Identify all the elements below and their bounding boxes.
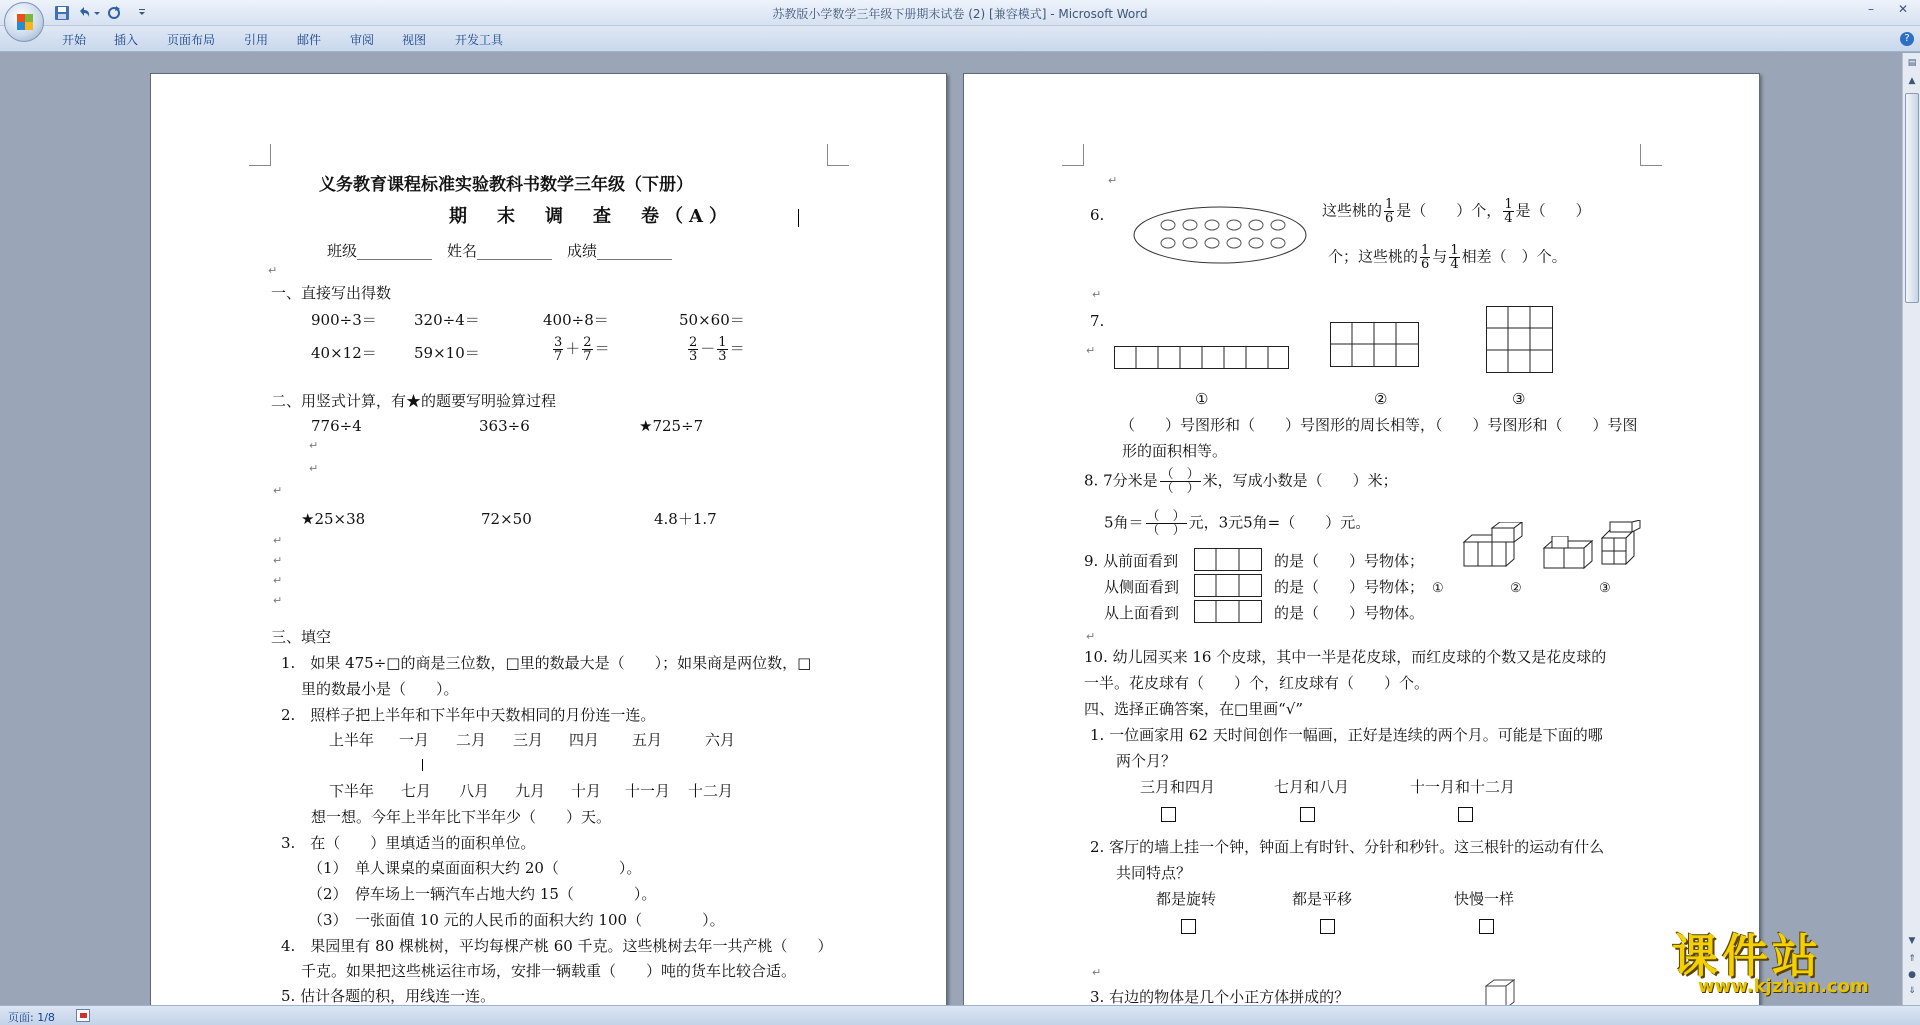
object-label: ① [1432,581,1444,596]
question-4-cont: 千克。如果把这些桃运往市场，安排一辆载重（ ）吨的货车比较合适。 [301,962,797,980]
fraction: $\frac{2}{3}$ [689,335,698,364]
paragraph-mark: ↵ [273,554,283,567]
calc-item: 72×50 [481,510,532,528]
question-2-think: 想一想。今年上半年比下半年少（ ）天。 [311,808,612,826]
question-8-line-1: 8. 7分米是 $\frac{( )}{( )}$ 米，写成小数是（ ）米； [1084,467,1398,496]
paragraph-mark: ↵ [309,439,319,452]
select-browse-object-icon[interactable]: ● [1908,970,1916,980]
text-cursor [798,209,799,227]
fraction: $\frac{1}{6}$ [1385,197,1394,226]
question-6-line-1: 这些桃的 $\frac{1}{6}$ 是（ ）个， $\frac{1}{4}$ 是（ ） [1322,197,1591,226]
fraction: $\frac{2}{7}$ [583,335,592,364]
paragraph-mark: ↵ [1092,288,1102,301]
ruler-toggle-icon[interactable]: ▤ [1907,58,1917,68]
shape-label: ③ [1512,390,1526,408]
paragraph-mark: ↵ [273,484,283,497]
margin-mark [827,144,849,166]
shape-3-grid [1486,306,1554,374]
watermark-url: www.kjzhan.com [1698,976,1869,997]
site-watermark [1668,920,1900,1000]
calc-item: ★25×38 [301,510,366,528]
question-1: 1. 如果 475÷□的商是三位数，□里的数最大是（ ）；如果商是两位数，□ [281,654,812,672]
view-front-figure [1194,548,1264,572]
paragraph-mark: ↵ [273,574,283,587]
question-8-line-2: 5角＝ $\frac{( )}{( )}$ 元，3元5角=（ ）元。 [1104,509,1371,538]
status-bar [0,1005,1920,1025]
minimize-button[interactable]: – [1868,2,1874,16]
scroll-up-icon[interactable]: ▲ [1908,76,1916,86]
choice-question-2-cont: 共同特点？ [1116,864,1192,882]
question-9-top-answer: 的是（ ）号物体。 [1274,604,1425,622]
object-label: ② [1510,581,1522,596]
exam-subtitle: 期 末 调 查 卷（A） [449,206,733,227]
calc-item: 4.8＋1.7 [654,510,717,528]
choice-option: 快慢一样 [1454,890,1515,908]
month-label: 三月 [513,731,544,749]
calc-item: 776÷4 [311,417,362,435]
answer-checkbox[interactable] [1458,807,1473,822]
question-9-front: 9. 从前面看到 [1084,552,1179,570]
calc-item: 40×12＝ [311,344,377,362]
calc-item: 363÷6 [479,417,530,435]
choice-option: 三月和四月 [1140,778,1216,796]
close-button[interactable]: ✕ [1897,2,1909,16]
question-1-cont: 里的数最小是（ ）。 [301,680,459,698]
fraction-calc-item: $\frac{3}{7}$ ＋ $\frac{2}{7}$ ＝ [554,335,610,364]
answer-checkbox[interactable] [1161,807,1176,822]
choice-question-1: 1. 一位画家用 62 天时间创作一幅画，正好是连续的两个月。可能是下面的哪 [1090,726,1603,744]
help-icon[interactable]: ? [1900,32,1914,46]
choice-question-2: 2. 客厅的墙上挂一个钟，钟面上有时针、分针和秒针。这三根针的运动有什么 [1090,838,1605,856]
answer-checkbox[interactable] [1181,919,1196,934]
cube-stack-figure [1482,978,1522,1005]
watermark-name: 课件站 [1672,929,1822,983]
month-label: 十一月 [625,782,671,800]
calc-item: 400÷8＝ [543,311,609,329]
question-7-number: 7. [1090,312,1105,330]
calc-item: ★725÷7 [639,417,704,435]
paragraph-mark: ↵ [309,462,319,475]
month-label: 五月 [632,731,663,749]
question-9-front-answer: 的是（ ）号物体； [1274,552,1425,570]
ribbon-tabs [0,26,1920,52]
cube-object-3 [1596,520,1646,568]
choice-option: 都是平移 [1292,890,1353,908]
connect-line-sample [422,759,423,771]
calc-item: 320÷4＝ [414,311,480,329]
question-2: 2. 照样子把上半年和下半年中天数相同的月份连一连。 [281,706,656,724]
tab-mailings[interactable]: 邮件 [297,33,322,47]
month-label: 二月 [456,731,487,749]
page-indicator[interactable]: 页面: 1/8 [8,1011,55,1024]
question-3-item: （3） 一张面值 10 元的人民币的面积大约 100（ ）。 [308,911,725,929]
document-page-1[interactable] [150,73,947,1005]
tab-references[interactable]: 引用 [244,33,269,47]
view-top-figure [1194,600,1264,624]
question-3: 3. 在（ ）里填适当的面积单位。 [281,834,536,852]
office-logo-icon [16,13,34,31]
calc-item: 900÷3＝ [311,311,377,329]
fraction: $\frac{1}{3}$ [718,335,727,364]
title-bar [0,0,1920,26]
month-label: 九月 [515,782,546,800]
scroll-thumb[interactable] [1905,93,1919,303]
tab-insert[interactable]: 插入 [114,33,139,47]
choice-option: 七月和八月 [1274,778,1350,796]
margin-mark [249,144,271,166]
month-label: 七月 [401,782,432,800]
tab-developer[interactable]: 开发工具 [455,33,504,47]
month-label: 十二月 [688,782,734,800]
vertical-scrollbar[interactable] [1902,53,1920,1005]
question-7-text: （ ）号图形和（ ）号图形的周长相等，（ ）号图形和（ ）号图 [1120,416,1638,434]
paragraph-mark: ↵ [268,264,278,277]
fraction: $\frac{( )}{( )}$ [1160,467,1200,496]
paragraph-mark: ↵ [1086,630,1096,643]
shape-label: ① [1195,390,1209,408]
fraction: $\frac{1}{6}$ [1421,243,1430,272]
exam-title: 义务教育课程标准实验教科书数学三年级（下册） [319,175,693,195]
question-10: 10. 幼儿园买来 16 个皮球，其中一半是花皮球，而红皮球的个数又是花皮球的 [1084,648,1607,666]
paragraph-mark: ↵ [273,594,283,607]
cube-object-2 [1504,536,1594,570]
fraction-calc-item: $\frac{2}{3}$ － $\frac{1}{3}$ ＝ [689,335,745,364]
shape-2-grid [1330,322,1420,368]
month-label: 四月 [569,731,600,749]
proofing-icon[interactable] [76,1009,90,1022]
answer-checkbox[interactable] [1300,807,1315,822]
margin-mark [1062,144,1084,166]
margin-mark [1640,144,1662,166]
paragraph-mark: ↵ [1092,966,1102,979]
month-label: 十月 [571,782,602,800]
question-9-side-answer: 的是（ ）号物体； [1274,578,1425,596]
paragraph-mark: ↵ [273,534,283,547]
choice-option: 都是旋转 [1156,890,1217,908]
document-workspace [0,53,1902,1005]
month-label: 八月 [459,782,490,800]
question-3-item: （1） 单人课桌的桌面面积大约 20（ ）。 [308,859,642,877]
question-7-text-cont: 形的面积相等。 [1122,442,1228,460]
object-label: ③ [1599,581,1611,596]
fraction: $\frac{1}{4}$ [1450,243,1459,272]
peaches [1161,220,1285,248]
question-4: 4. 果园里有 80 棵桃树，平均每棵产桃 60 千克。这些桃树去年一共产桃（ ） [281,937,833,955]
section-2-heading: 二、用竖式计算，有★的题要写明验算过程 [271,392,557,410]
paragraph-mark: ↵ [1086,344,1096,357]
window-title: 苏教版小学数学三年级下册期末试卷 (2) [兼容模式] - Microsoft Word [772,7,1148,21]
choice-question-3: 3. 右边的物体是几个小正方体拼成的？ [1090,988,1350,1005]
question-6-line-2: 个；这些桃的 $\frac{1}{6}$ 与 $\frac{1}{4}$ 相差（ ）个。 [1328,243,1567,272]
calc-item: 50×60＝ [679,311,745,329]
month-label: 下半年 [329,782,375,800]
fraction: $\frac{( )}{( )}$ [1146,509,1186,538]
question-10-cont: 一半。花皮球有（ ）个，红皮球有（ ）个。 [1084,674,1430,692]
section-3-heading: 三、填空 [271,628,332,646]
peaches-plate-figure [1130,204,1310,266]
office-button[interactable] [4,2,44,42]
section-4-heading: 四、选择正确答案，在□里画“√” [1084,700,1304,718]
tab-review[interactable]: 审阅 [350,33,375,47]
calc-item: 59×10＝ [414,344,480,362]
month-label: 六月 [705,731,736,749]
student-info-line: 班级__________ 姓名__________ 成绩__________ [327,242,673,260]
scroll-down-icon[interactable]: ▼ [1908,936,1916,946]
paragraph-mark: ↵ [1108,174,1118,187]
tab-home[interactable]: 开始 [62,33,87,47]
tab-page-layout[interactable]: 页面布局 [167,33,216,47]
answer-checkbox[interactable] [1320,919,1335,934]
tab-view[interactable]: 视图 [402,33,427,47]
question-6-number: 6. [1090,206,1105,224]
answer-checkbox[interactable] [1479,919,1494,934]
question-3-item: （2） 停车场上一辆汽车占地大约 15（ ）。 [308,885,657,903]
document-page-2[interactable] [963,73,1760,1005]
shape-1-strip [1114,346,1290,370]
previous-page-icon[interactable]: ⇑ [1908,954,1916,964]
month-label: 上半年 [329,731,375,749]
view-side-figure [1194,574,1264,598]
fraction: $\frac{1}{4}$ [1504,197,1513,226]
question-9-side: 从侧面看到 [1104,578,1180,596]
fraction: $\frac{3}{7}$ [554,335,563,364]
month-label: 一月 [399,731,430,749]
shape-label: ② [1374,390,1388,408]
section-1-heading: 一、直接写出得数 [271,284,392,302]
choice-question-1-cont: 两个月？ [1116,752,1177,770]
choice-option: 十一月和十二月 [1410,778,1516,796]
next-page-icon[interactable]: ⇓ [1908,986,1916,996]
question-5: 5. 估计各题的积，用线连一连。 [281,987,496,1005]
question-9-top: 从上面看到 [1104,604,1180,622]
